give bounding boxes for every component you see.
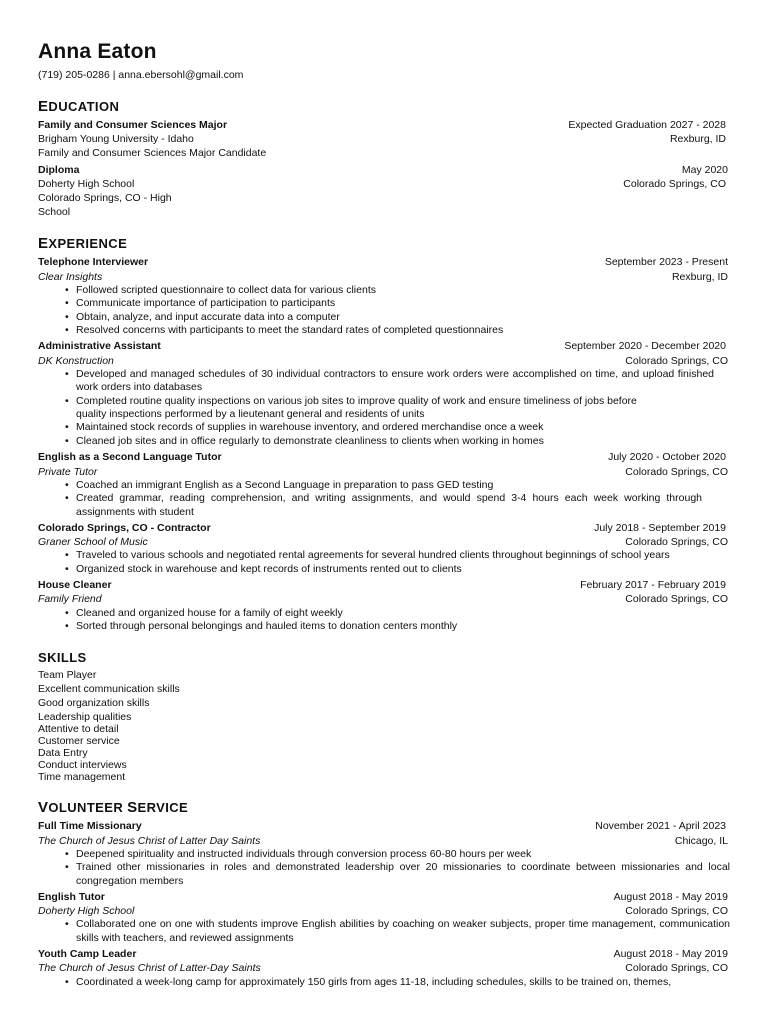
entry-org: The Church of Jesus Christ of Latter-Day Saints (38, 962, 261, 975)
entry-location: Colorado Springs, CO (625, 962, 728, 975)
section-title-volunteer: VOLUNTEER SERVICE (38, 799, 189, 817)
entry-title: House Cleaner (38, 579, 112, 592)
bullet-list (38, 607, 730, 634)
entry-date: September 2020 - December 2020 (564, 340, 726, 353)
entry-org: Family Friend (38, 593, 102, 606)
entry-org: Brigham Young University - Idaho (38, 133, 194, 146)
education-entry (38, 118, 730, 161)
entry-title: Family and Consumer Sciences Major (38, 119, 228, 131)
entry-detail: Family and Consumer Sciences Major Candidate (38, 147, 267, 160)
entry-detail: Colorado Springs, CO - High (38, 192, 172, 205)
entry-org: Private Tutor (38, 465, 98, 478)
entry-title: English as a Second Language Tutor (38, 451, 222, 464)
entry-location: Colorado Springs, CO (625, 593, 728, 606)
list-item: • Coached an immigrant English as a Second Language in preparation to pass GED testing (76, 479, 730, 492)
list-item: • Traveled to various schools and negotiated rental agreements for several hundred clients throughout beginnings of school years (76, 549, 730, 562)
entry-title: Administrative Assistant (38, 340, 161, 353)
list-item: • Cleaned job sites and in office regularly to demonstrate cleanliness to clients when working in homes (76, 435, 730, 448)
list-item: • Developed and managed schedules of 30 individual contractors to ensure work orders were accomplished on time, and upload finished work orders into databases (76, 368, 730, 395)
entry-org: The Church of Jesus Christ of Latter Day Saints (38, 834, 261, 847)
volunteer-entry (38, 947, 730, 989)
entry-org: Clear Insights (38, 270, 103, 283)
skill-item: Time management (38, 770, 126, 783)
entry-date: July 2018 - September 2019 (594, 521, 726, 534)
bullet-list (38, 368, 730, 448)
entry-date: September 2023 - Present (604, 256, 728, 269)
list-item: • Followed scripted questionnaire to collect data for various clients (76, 284, 730, 297)
bullet-list (38, 284, 730, 338)
skills-section (38, 650, 730, 783)
entry-title: Telephone Interviewer (38, 256, 149, 269)
experience-entry (38, 578, 730, 633)
list-item: • Trained other missionaries in roles and demonstrated leadership over 20 missionaries to coordinate between missionaries and local congregation members (76, 861, 730, 888)
skill-item: Data Entry (38, 746, 88, 759)
bullet-list (38, 549, 730, 576)
bullet-list (38, 479, 730, 519)
list-item: • Coordinated a week-long camp for approximately 150 girls from ages 11-18, including schedules, skills to be trained on, themes, (76, 976, 730, 989)
experience-entry (38, 450, 730, 519)
contact-info: (719) 205-0286 | anna.ebersohl@gmail.com (38, 69, 244, 81)
list-item: • Completed routine quality inspections on various job sites to improve quality of work and ensure timeliness of jobs before quality inspections performed by a lieutenant general and residents of units (76, 395, 730, 422)
list-item: • Resolved concerns with participants to meet the standard rates of completed questionnaires (76, 324, 730, 337)
skill-item: Conduct interviews (38, 758, 127, 771)
entry-location: Rexburg, ID (669, 133, 726, 146)
experience-section (38, 236, 730, 633)
section-title-experience: EXPERIENCE (38, 235, 128, 253)
entry-org: Doherty High School (38, 905, 135, 918)
entry-location: Chicago, IL (674, 834, 728, 847)
list-item: • Cleaned and organized house for a family of eight weekly (76, 607, 730, 620)
section-title-skills: SKILLS (38, 650, 87, 666)
experience-entry (38, 521, 730, 576)
section-title-education: EDUCATION (38, 98, 120, 115)
list-item: • Sorted through personal belongings and hauled items to donation centers monthly (76, 620, 730, 633)
bullet-list (38, 918, 730, 945)
entry-location: Colorado Springs, CO (625, 465, 728, 478)
entry-date: July 2020 - October 2020 (608, 451, 726, 464)
entry-date: August 2018 - May 2019 (613, 890, 728, 903)
entry-date: November 2021 - April 2023 (595, 820, 726, 833)
entry-title: Full Time Missionary (38, 820, 142, 833)
entry-location: Rexburg, ID (671, 270, 728, 283)
entry-title: Youth Camp Leader (38, 948, 137, 961)
entry-org: DK Konstruction (38, 354, 114, 367)
volunteer-entry (38, 819, 730, 888)
entry-title: English Tutor (38, 890, 105, 903)
entry-org: Doherty High School (38, 177, 135, 190)
bullet-list (38, 976, 730, 989)
entry-date: February 2017 - February 2019 (580, 579, 726, 592)
list-item: • Communicate importance of participation to participants (76, 297, 730, 310)
entry-title: Diploma (38, 163, 80, 176)
list-item: • Deepened spirituality and instructed individuals through conversion process 60-80 hours per week (76, 848, 730, 861)
bullet-list (38, 848, 730, 888)
entry-detail: School (38, 206, 71, 219)
entry-date: Expected Graduation 2027 - 2028 (568, 119, 726, 131)
skill-item: Excellent communication skills (38, 683, 180, 696)
list-item: • Created grammar, reading comprehension, and writing assignments, and would spend 3-4 hours each week working through assignments with student (76, 492, 730, 519)
experience-entry (38, 339, 730, 448)
entry-org: Graner School of Music (38, 536, 148, 549)
entry-location: Colorado Springs, CO (625, 536, 728, 549)
entry-location: Colorado Springs, CO (625, 354, 728, 367)
entry-title: Colorado Springs, CO - Contractor (38, 521, 211, 534)
skill-item: Attentive to detail (38, 723, 119, 736)
skill-item: Customer service (38, 735, 120, 748)
skill-item: Team Player (38, 669, 97, 682)
skill-item: Good organization skills (38, 697, 150, 710)
volunteer-entry (38, 890, 730, 945)
entry-location: Colorado Springs, CO (623, 177, 726, 190)
candidate-name: Anna Eaton (38, 40, 157, 63)
list-item: • Organized stock in warehouse and kept records of instruments rented out to clients (76, 563, 730, 576)
list-item: • Maintained stock records of supplies in warehouse inventory, and ordered merchandise once a week (76, 421, 730, 434)
education-section (38, 99, 730, 219)
list-item: • Collaborated one on one with students improve English abilities by coaching on weaker subjects, proper time management, communication skills with teachers, and reviewed assignments (76, 918, 730, 945)
skill-item: Leadership qualities (38, 711, 132, 724)
entry-date: August 2018 - May 2019 (613, 948, 728, 961)
education-entry (38, 163, 730, 220)
list-item: • Obtain, analyze, and input accurate data into a computer (76, 311, 730, 324)
entry-date: May 2020 (681, 163, 728, 176)
volunteer-section (38, 800, 730, 989)
entry-location: Colorado Springs, CO (625, 905, 728, 918)
resume-page (38, 40, 730, 989)
experience-entry (38, 255, 730, 337)
